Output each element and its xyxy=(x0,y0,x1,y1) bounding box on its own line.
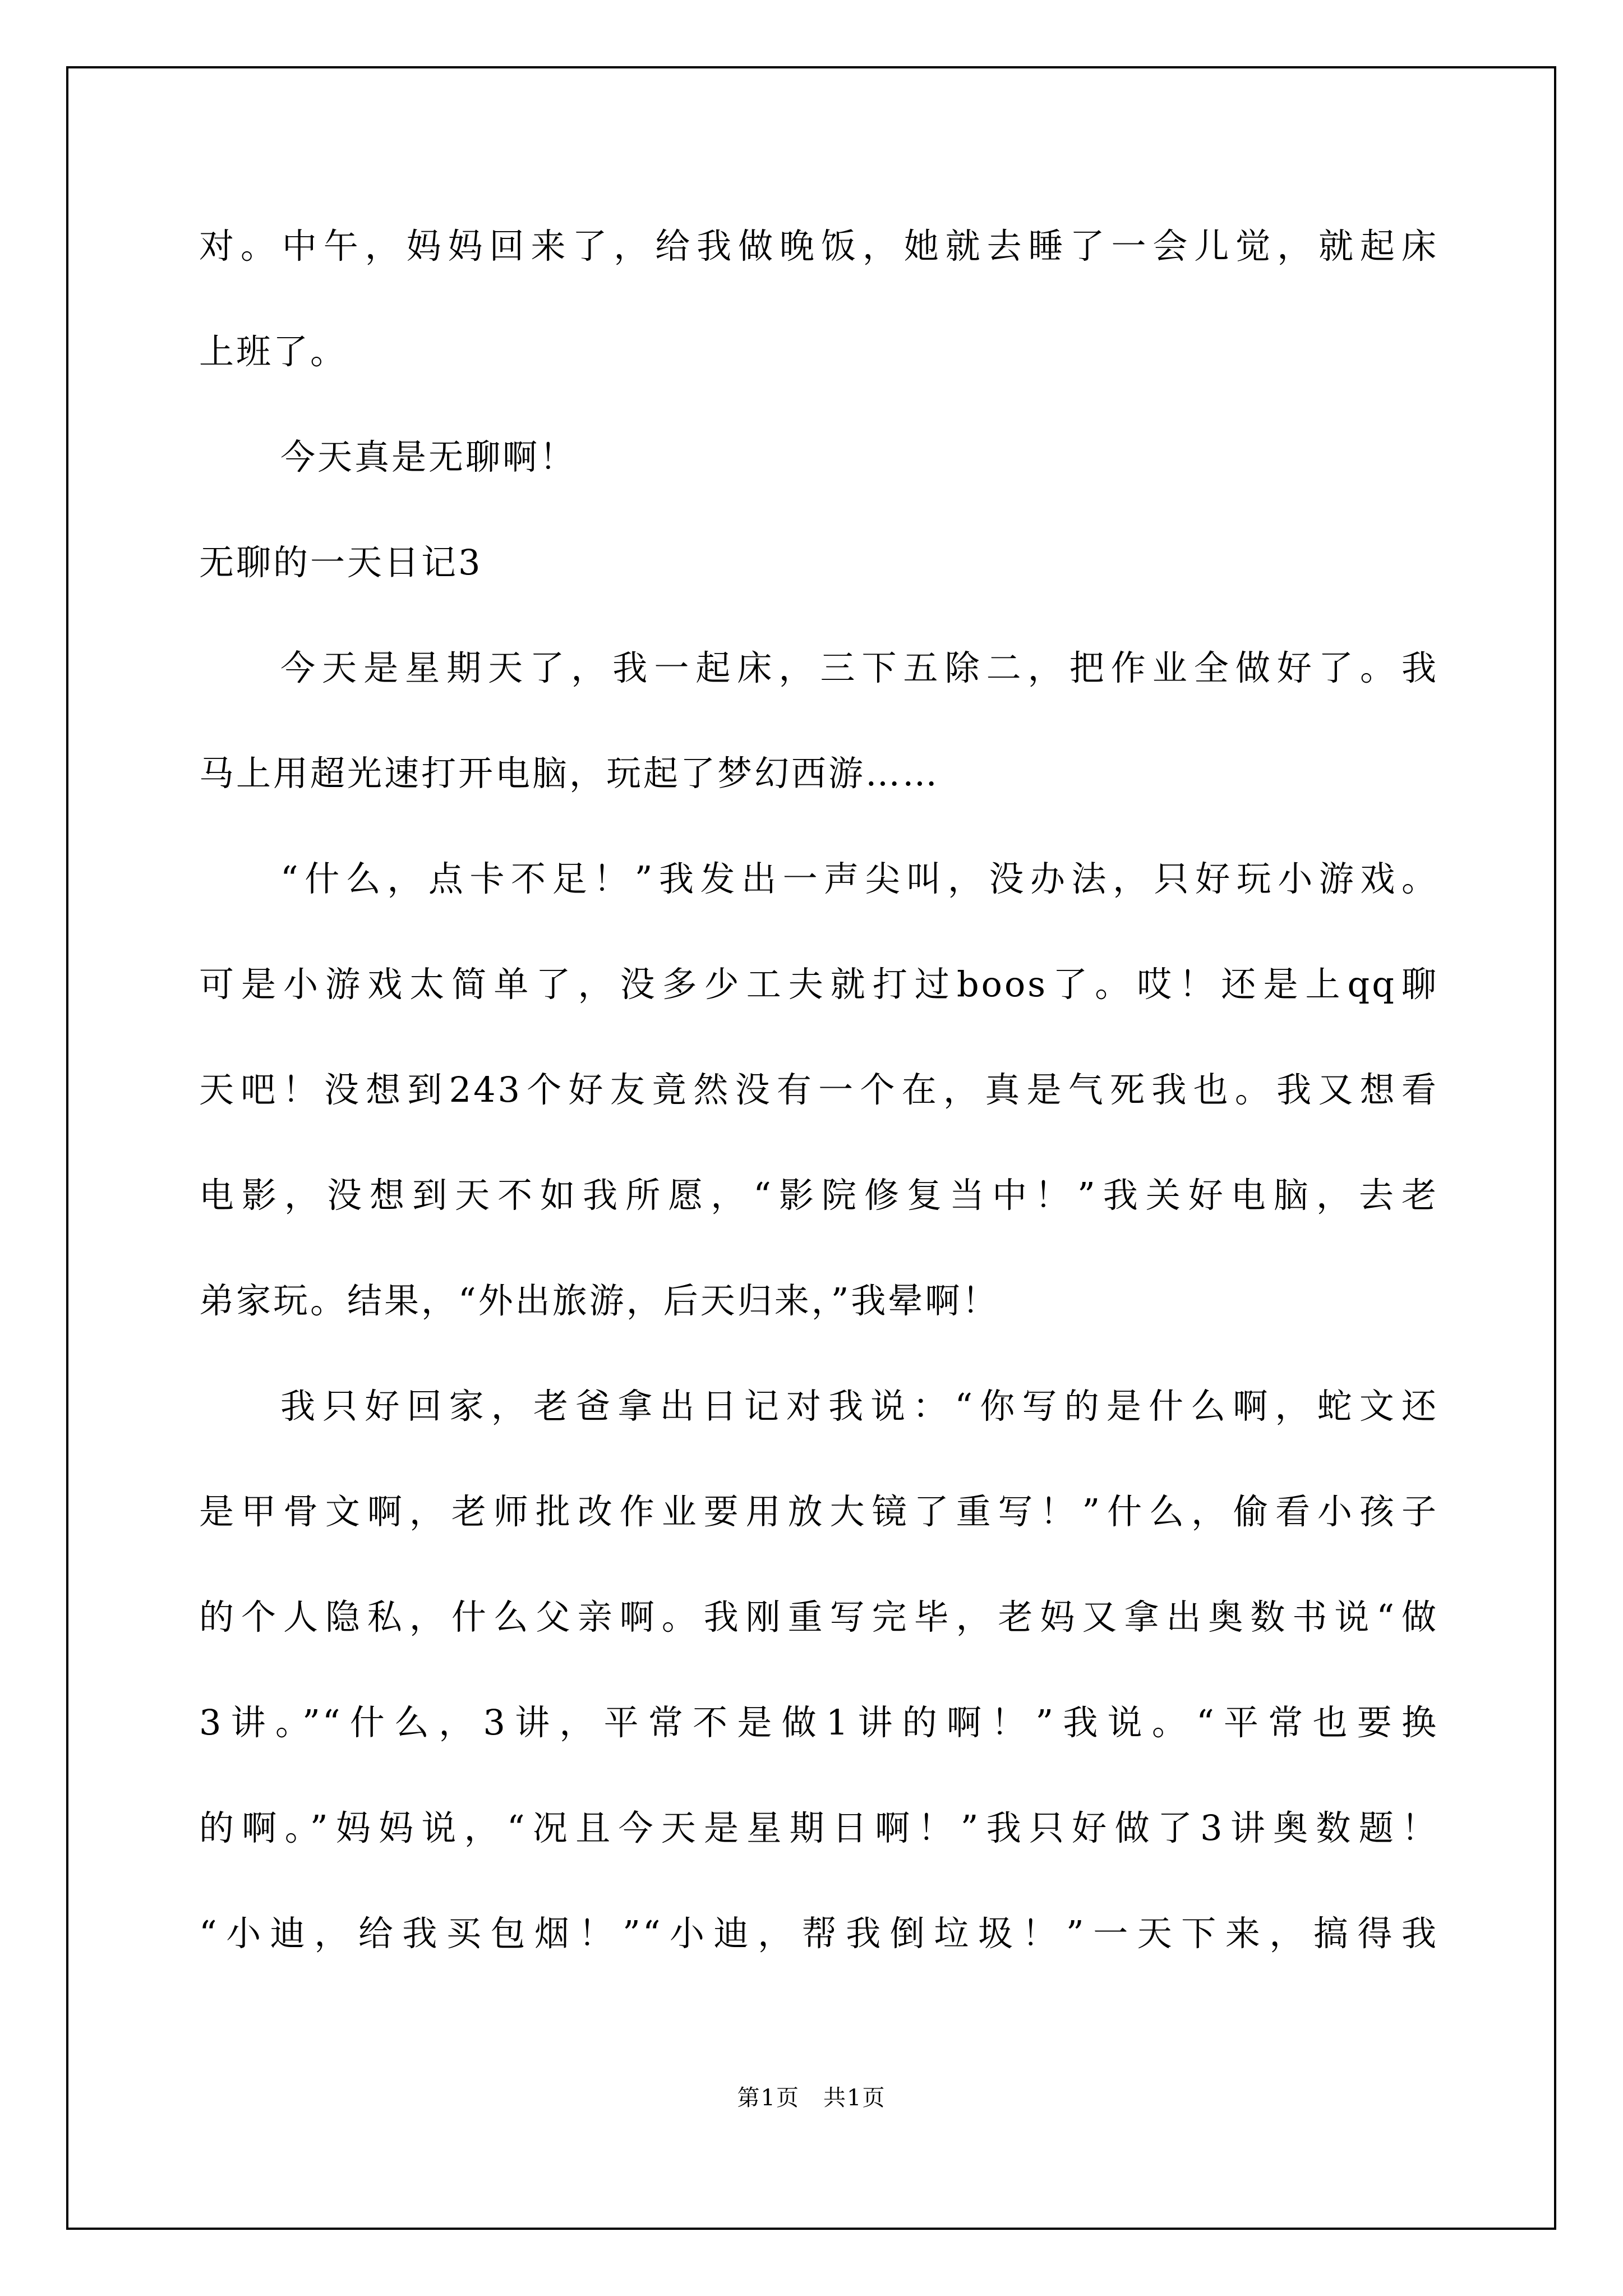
paragraph-line: 天吧！没想到243个好友竟然没有一个在，真是气死我也。我又想看 xyxy=(199,1069,1438,1110)
document-body xyxy=(199,222,1438,2014)
paragraph-line: 弟家玩。结果，“外出旅游，后天归来，”我晕啊！ xyxy=(199,1280,999,1321)
paragraph-line: 今天真是无聊啊！ xyxy=(280,436,577,477)
paragraph-line: 的个人隐私，什么父亲啊。我刚重写完毕，老妈又拿出奥数书说“做 xyxy=(199,1596,1438,1637)
paragraph-line: 的啊。”妈妈说，“况且今天是星期日啊！”我只好做了3讲奥数题！ xyxy=(199,1807,1438,1848)
paragraph-line: 上班了。 xyxy=(199,331,348,372)
paragraph-line: 是甲骨文啊，老师批改作业要用放大镜了重写！”什么，偷看小孩子 xyxy=(199,1491,1438,1532)
paragraph-line: “小迪，给我买包烟！”“小迪，帮我倒垃圾！”一天下来，搞得我 xyxy=(199,1913,1438,1954)
paragraph-line: 电影，没想到天不如我所愿，“影院修复当中！”我关好电脑，去老 xyxy=(199,1175,1438,1216)
paragraph-line: 我只好回家，老爸拿出日记对我说：“你写的是什么啊，蛇文还 xyxy=(280,1386,1438,1427)
paragraph-line: 可是小游戏太简单了，没多少工夫就打过boos了。哎！还是上qq聊 xyxy=(199,964,1438,1005)
paragraph-line: 今天是星期天了，我一起床，三下五除二，把作业全做好了。我 xyxy=(280,647,1438,688)
page-footer: 第1页 共1页 xyxy=(737,2085,886,2111)
section-heading: 无聊的一天日记3 xyxy=(199,542,483,583)
paragraph-line: 对。中午，妈妈回来了，给我做晚饭，她就去睡了一会儿觉，就起床 xyxy=(199,226,1438,266)
paragraph-line: 马上用超光速打开电脑，玩起了梦幻西游…… xyxy=(199,753,940,794)
paragraph-line: 3讲。”“什么，3讲，平常不是做1讲的啊！”我说。“平常也要换 xyxy=(199,1702,1438,1743)
paragraph-line: “什么，点卡不足！”我发出一声尖叫，没办法，只好玩小游戏。 xyxy=(280,858,1438,899)
